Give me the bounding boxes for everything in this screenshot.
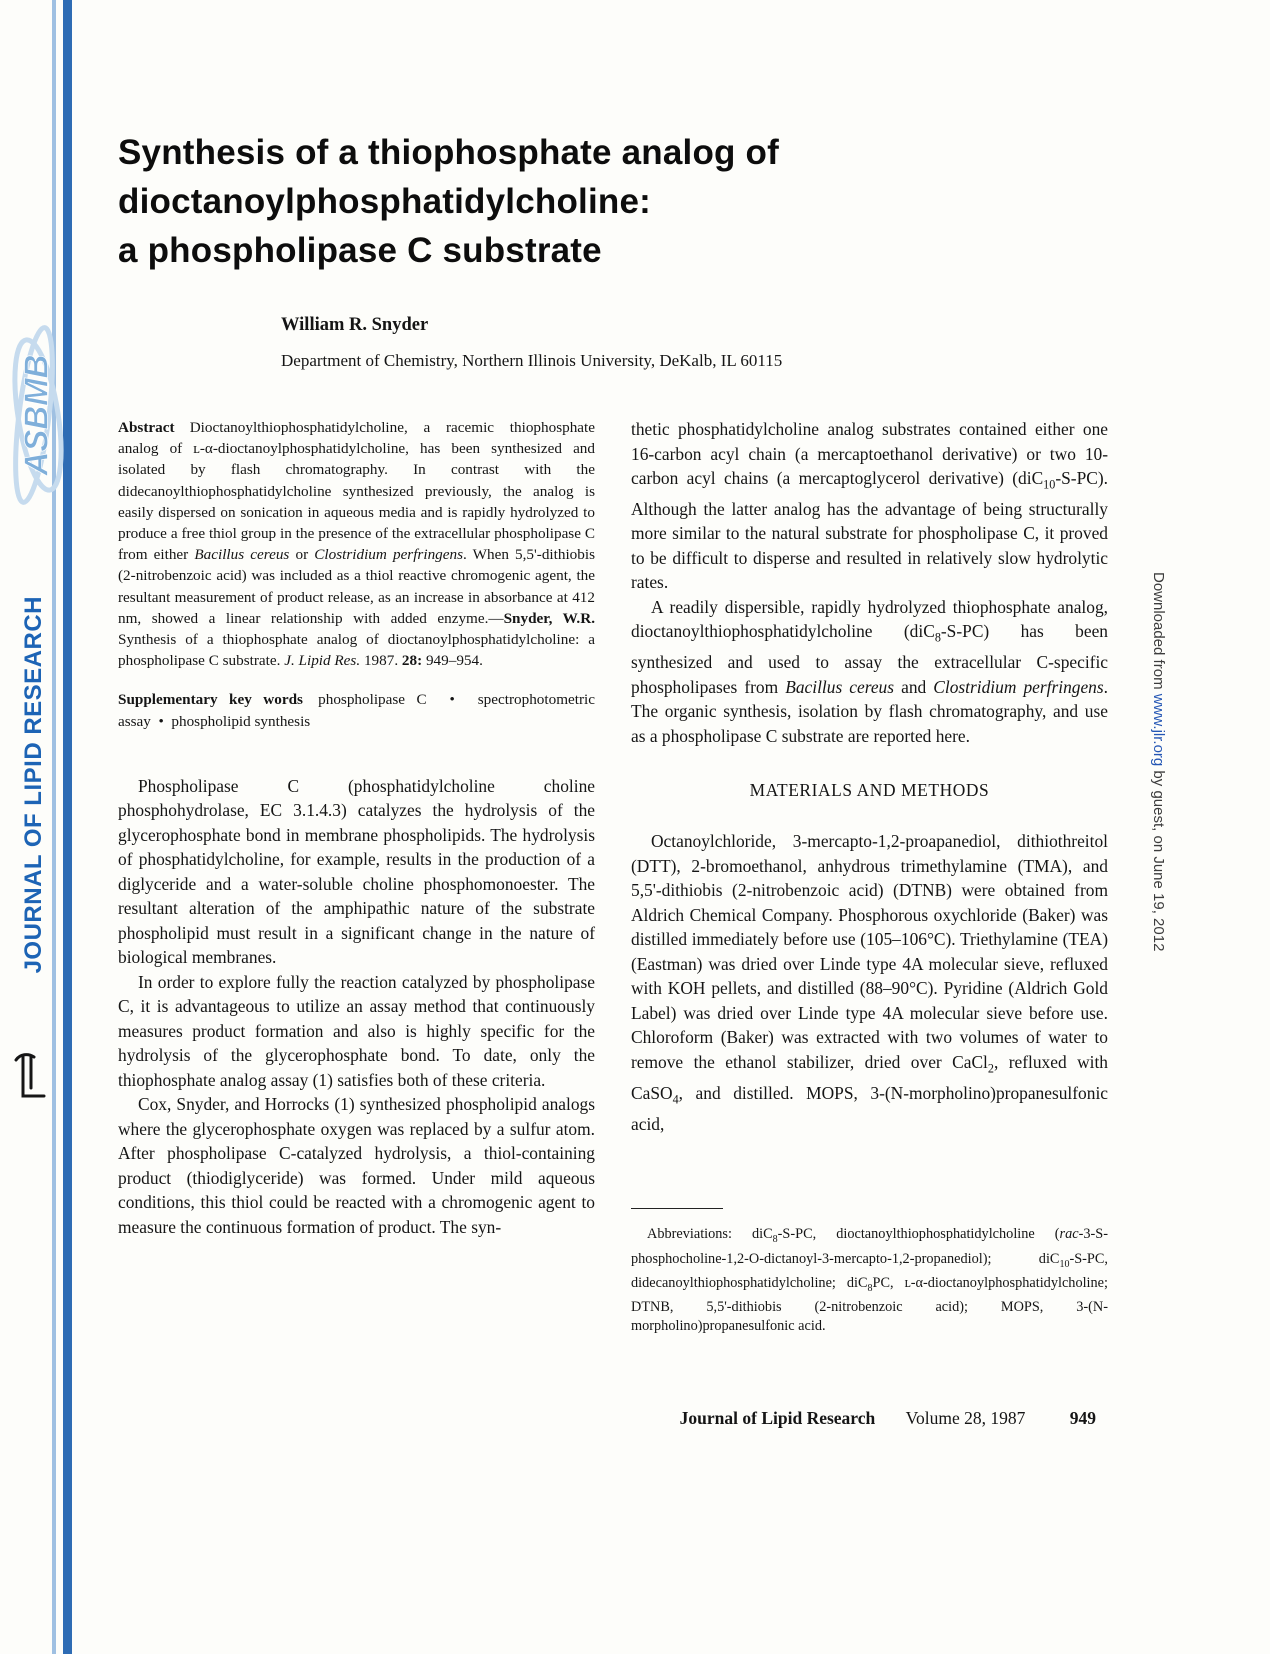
asbmb-logo: [0, 318, 72, 513]
author-affiliation: Department of Chemistry, Northern Illinois University, DeKalb, IL 60115: [281, 351, 783, 370]
body-paragraph: Phospholipase C (phosphatidylcholine choline phosphohydrolase, EC 3.1.4.3) catalyzes the hydrolysis of the glycerophosphate bond in membrane phospholipids. The hydrolysis of phosphatidylcholine, for example, results in the production of a diglyceride and a water-soluble choline phosphomonoester. The resultant alteration of the amphipathic nature of the substrate phospholipid must result in a significant change in the nature of biological membranes.: [118, 775, 595, 968]
download-watermark: [1150, 572, 1167, 956]
jlr-emblem-icon: [13, 1052, 47, 1100]
keywords-paragraph: Supplementary key words phospholipase C • spectrophotometric assay • phospholipid synthesis: [118, 691, 596, 730]
watermark-prefix: Downloaded from: [1150, 572, 1167, 694]
journal-spine-label: [20, 596, 54, 986]
footer-volume: Volume 28, 1987: [905, 1408, 1026, 1428]
asbmb-logo-text: ASBMB: [17, 354, 55, 476]
introduction-text: [118, 774, 595, 1240]
watermark-suffix: by guest, on June 19, 2012: [1150, 766, 1167, 952]
abstract-paragraph: Abstract Dioctanoylthiophosphatidylcholine, a racemic thiophosphate analog of ʟ-α-dioctanoylphosphatidylcholine, has been synthesized and isolated by flash chromatography. In contrast with the didecanoylthiophosphatidylcholine synthesized previously, the analog is easily dispersed on sonication in aqueous media and is rapidly hydrolyzed to produce a free thiol group in the presence of the extracellular phospholipase C from either Bacillus cereus or Clostridium perfringens. When 5,5'-dithiobis (2-nitrobenzoic acid) was included as a thiol reactive chromogenic agent, the resultant measurement of product release, as an increase in absorbance at 412 nm, showed a linear relationship with added enzyme.—Snyder, W.R. Synthesis of a thiophosphate analog of dioctanoylphosphatidylcholine: a phospholipase C substrate. J. Lipid Res. 1987. 28: 949–954.: [118, 419, 595, 670]
asbmb-swirl-icon: [0, 318, 72, 513]
abbreviations-footnote: Abbreviations: diC$_8$-S-PC, dioctanoylthiophosphatidylcholine (rac-3-S-phosphocholine-1,2-O-dictanoyl-3-mercapto-1,2-propanediol); diC$_{10}$-S-PC, didecanoylthiophosphatidylcholine; diC$_8$PC, ʟ-α-dioctanoylphosphatidylcholine; DTNB, 5,5'-dithiobis (2-nitrobenzoic acid); MOPS, 3-(N-morpholino)propanesulfonic acid.: [631, 1226, 1108, 1335]
page-footer: [118, 1408, 1096, 1429]
footer-journal-name: Journal of Lipid Research: [679, 1408, 876, 1428]
right-column: [631, 417, 1108, 1336]
byline: [281, 315, 1108, 371]
body-paragraph: In order to explore fully the reaction catalyzed by phospholipase C, it is advantageous to utilize an assay method that continuously measures product formation and also is highly specific for the hydrolysis of the glycerophosphate bond. To date, only the thiophosphate analog assay (1) satisfies both of these criteria.: [118, 971, 595, 1090]
two-column-body: [118, 417, 1108, 1336]
left-column: [118, 417, 595, 1336]
title-line-1: Synthesis of a thiophosphate analog of: [118, 133, 779, 172]
article-title: [118, 128, 1108, 275]
spine-stripe-dark: [63, 0, 72, 1654]
title-line-2: dioctanoylphosphatidylcholine:: [118, 182, 651, 221]
body-paragraph: A readily dispersible, rapidly hydrolyzed thiophosphate analog, dioctanoylthiophosphatidylcholine (diC$_8$-S-PC) has been synthesized and used to assay the extracellular C-specific phospholipases from Bacillus cereus and Clostridium perfringens. The organic synthesis, isolation by flash chromatography, and use as a phospholipase C substrate are reported here.: [631, 596, 1108, 746]
footnote-rule: [631, 1208, 723, 1209]
article: [118, 128, 1108, 1336]
body-paragraph: thetic phosphatidylcholine analog substrates contained either one 16-carbon acyl chain (a mercaptoethanol derivative) or two 10-carbon acyl chains (a mercaptoglycerol derivative) (diC$_{10}$-S-PC). Although the latter analog has the advantage of being structurally more similar to the natural substrate for phospholipase C, it proved to be difficult to disperse and resulted in relatively slow hydrolytic rates.: [631, 419, 1108, 593]
author-name: William R. Snyder: [281, 315, 429, 335]
methods-paragraph: Octanoylchloride, 3-mercapto-1,2-proapanediol, dithiothreitol (DTT), 2-bromoethanol, anhydrous trimethylamine (TMA), and 5,5'-dithiobis (2-nitrobenzoic acid) (DTNB) were obtained from Aldrich Chemical Company. Phosphorous oxychloride (Baker) was distilled immediately before use (105–106°C). Triethylamine (TEA) (Eastman) was dried over Linde type 4A molecular sieve, refluxed with KOH pellets, and distilled (88–90°C). Pyridine (Aldrich Gold Label) was dried over Linde type 4A molecular sieve before use. Chloroform (Baker) was extracted with two volumes of water to remove the ethanol stabilizer, dried over CaCl$_2$, refluxed with CaSO$_4$, and distilled. MOPS, 3-(N-morpholino)propanesulfonic acid,: [631, 831, 1108, 1134]
title-line-3: a phospholipase C substrate: [118, 231, 602, 270]
body-paragraph: Cox, Snyder, and Horrocks (1) synthesized phospholipid analogs where the glycerophosphate oxygen was replaced by a sulfur atom. After phospholipase C-catalyzed hydrolysis, a thiol-containing product (thiodiglyceride) was formed. Under mild aqueous conditions, this thiol could be reacted with a chromogenic agent to measure the continuous formation of product. The syn-: [118, 1094, 595, 1237]
section-heading-materials-methods: MATERIALS AND METHODS: [749, 780, 990, 801]
footer-page-number: 949: [1069, 1408, 1096, 1428]
watermark-link[interactable]: www.jlr.org: [1150, 693, 1167, 767]
journal-spine-text: JOURNAL OF LIPID RESEARCH: [20, 596, 47, 974]
